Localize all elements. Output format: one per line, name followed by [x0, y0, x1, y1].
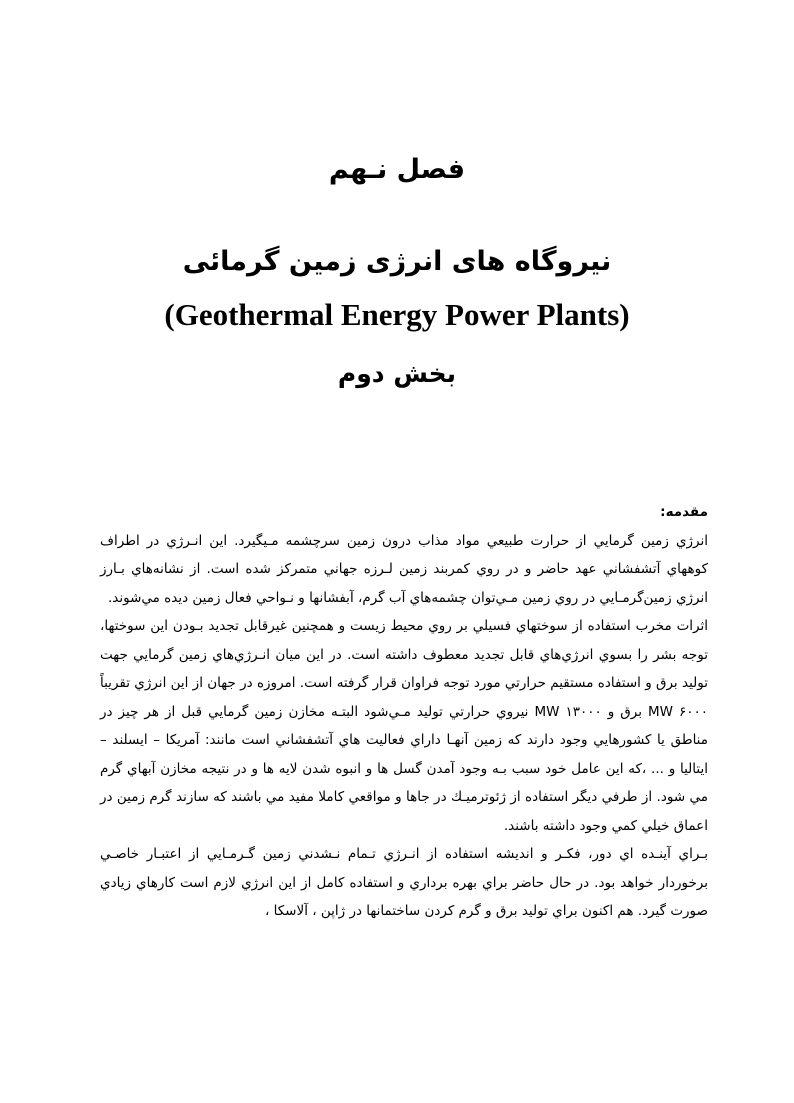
title-persian: نيروگاه های انرژی زمين گرمائی	[182, 246, 612, 277]
paragraph-1: انرژي زمين گرمايي از حرارت طبيعي مواد مذاب درون زمين سرچشمه مـيگيرد. اين انـرژي در اطراف كوههاي آتشفشاني عهد حاضر و در روي كمربند زمين لـرزه جهاني متمركز شده است. از نشانه‌هاي بـارز انرژي زمين‌گرمـايي در روي زمين مـي‌توان چشمه‌هاي آب گرم، آبفشانها و نـواحي فعال زمين ديده مي‌شوند.	[100, 532, 708, 606]
title-english: (Geothermal Energy Power Plants)	[164, 297, 630, 332]
chapter-title: فصل نـهم	[328, 154, 466, 185]
intro-heading: مقدمه:	[660, 504, 708, 520]
paragraph-3: بـراي آينـده اي دور، فكـر و انديشه استفاده از انـرژي تـمام نـشدني زمين گـرمـايي از اعتبـار خاصـي برخوردار خواهد بود. در حال حاضر براي بهره برداري و استفاده كامل از اين انرژي لازم است كارهاي زيادي صورت گيرد. هم اكنون براي توليد برق و گرم كردن ساختمانها در ژاپن ، آلاسكا ،	[100, 846, 708, 919]
document-body	[100, 498, 708, 926]
part-title: بخش دوم	[337, 359, 457, 388]
paragraph-2: اثرات مخرب استفاده از سوختهاي فسيلي بر روي محيط زيست و همچنين غيرقابل تجديد بـودن اين سوختها، توجه بشر را بسوي انرژي‌هاي قابل تجديد معطوف داشته است. در اين ميان انـرژي‌هاي زمين گرمايي جهت توليد برق و استفاده مستقيم حرارتي مورد توجه فراوان قرار گرفته است. امروزه در جهان از اين انرژي تقريباً MW ۶۰۰۰ برق و MW ۱۳۰۰۰ نيروي حرارتي توليد مـي‌شود البتـه مخازن زمين گرمايي قبل از هر چيز در مناطق يا كشورهايي وجود دارند كه زمين آنهـا داراي فعاليت هاي آتشفشاني است مانند: آمريكا – ايسلند – ايتاليا و ... ،كه اين عامل خود سبب بـه وجود آمدن گسل ها و انبوه شدن لايه ها و در نتيجه مخازن آبهاي گرم مي شود. از طرفي ديگر استفاده از ژئوترميـك در جاها و مواقعي كاملا مفيد مي باشند كه سازند گرم زمين در اعماق خيلي كمي وجود داشته باشند.	[100, 618, 709, 834]
